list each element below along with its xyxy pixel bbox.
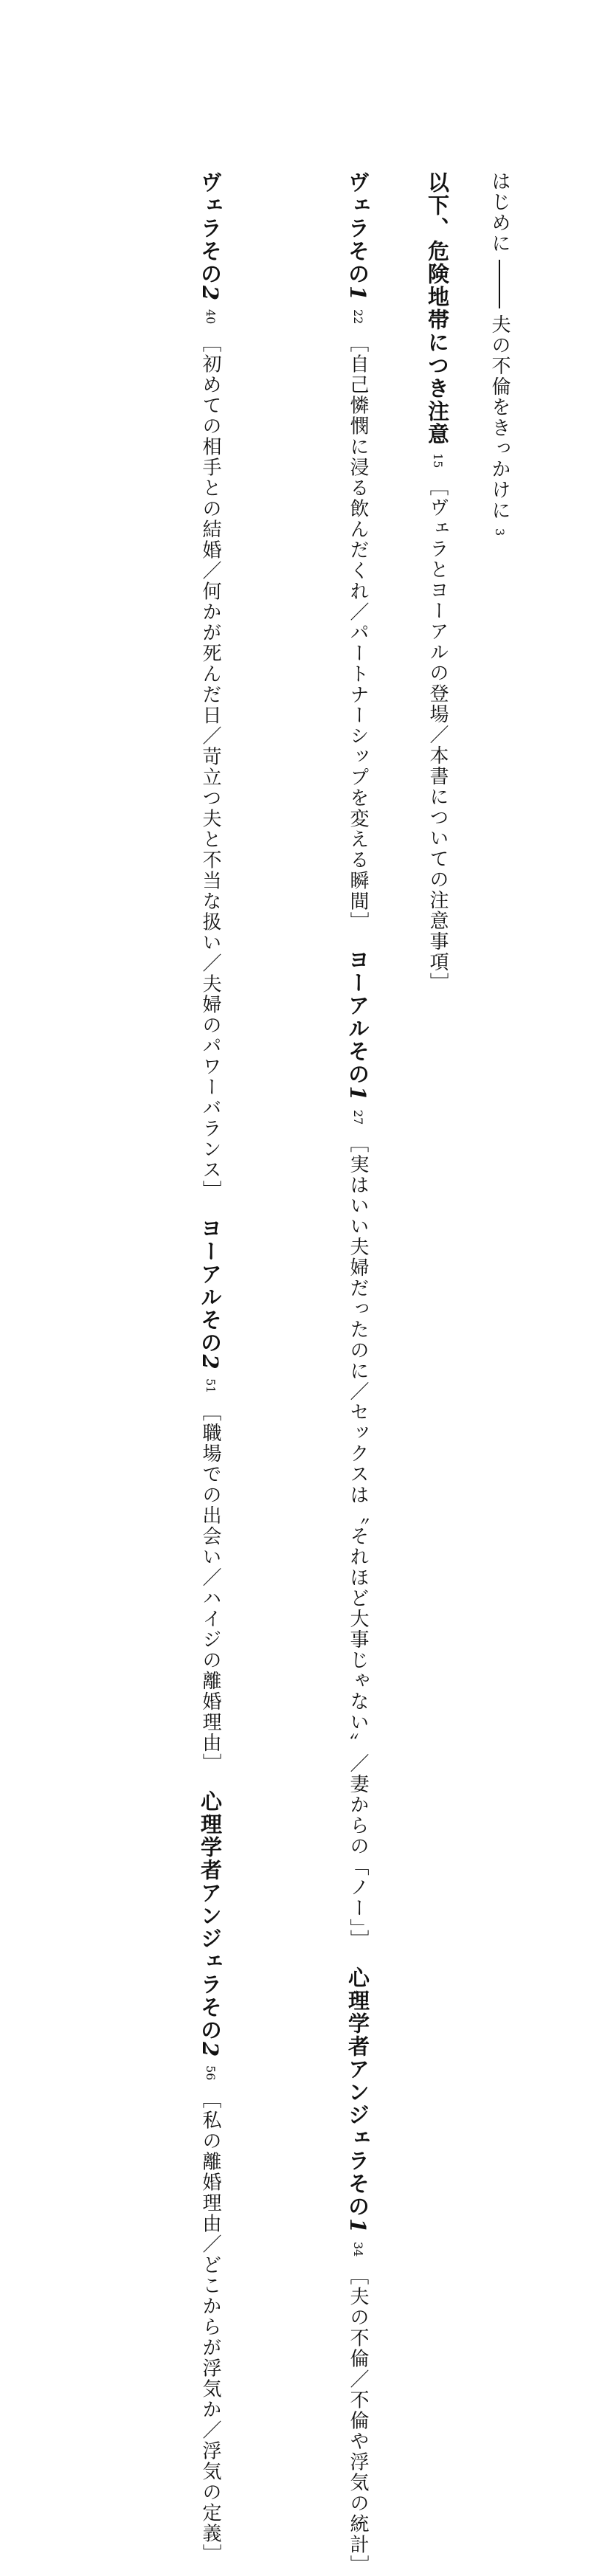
page-number: 3 [493, 528, 507, 536]
entry-description: ［職場での出会い／ハイジの離婚理由］ [199, 1402, 221, 1775]
intro-title: はじめに [488, 171, 511, 254]
entry-heading: ヴェラその [345, 171, 370, 286]
entry-number: 1 [345, 1085, 370, 1102]
entry-number: 1 [345, 286, 370, 303]
page-number: 56 [204, 2065, 218, 2081]
page-number: 27 [351, 1109, 365, 1125]
page-number: 34 [351, 2242, 365, 2257]
toc-section-3 [87, 171, 227, 2565]
entry-heading: ヴェラその [198, 171, 223, 286]
page-number: 15 [431, 453, 445, 469]
entry-heading: ヨーアルその [345, 948, 370, 1086]
entry-number: 2 [198, 2042, 223, 2059]
entry-description: ［実はいい夫婦だったのに／セックスは〝それほど大事じゃない〟／妻からの「ノー」］ [347, 1133, 369, 1951]
toc-section-1 [384, 171, 454, 994]
entry-description: ［私の離婚理由／どこからが浮気か／浮気の定義］ [199, 2089, 221, 2565]
entry-heading: ヨーアルその [198, 1217, 223, 1355]
section-heading: 以下、危険地帯につき注意 [425, 171, 450, 446]
page-number: 51 [204, 1378, 218, 1394]
entry-heading: 心理学者アンジェラその [345, 1966, 370, 2219]
entry-description: ［夫の不倫／不倫や浮気の統計］ [347, 2265, 369, 2576]
intro-subtitle: 夫の不倫をきっかけに [488, 314, 511, 521]
entry-description: ［自己憐憫に浸る飲んだくれ／パートナーシップを変える瞬間］ [347, 333, 369, 933]
dash-separator [499, 260, 501, 308]
entry-number: 1 [345, 2218, 370, 2235]
entry-description: ［初めての相手との結婚／何かが死んだ日／苛立つ夫と不当な扱い／夫婦のパワーバランス］ [199, 333, 221, 1201]
entry-heading: 心理学者アンジェラその [198, 1790, 223, 2043]
toc-intro [472, 171, 516, 909]
page-number: 22 [351, 309, 365, 325]
toc-section-2 [235, 171, 375, 2576]
entry-number: 2 [198, 286, 223, 303]
page-number: 40 [204, 309, 218, 325]
section-description: ［ヴェラとヨーアルの登場／本書についての注意事項］ [426, 477, 449, 994]
entry-number: 2 [198, 1354, 223, 1371]
